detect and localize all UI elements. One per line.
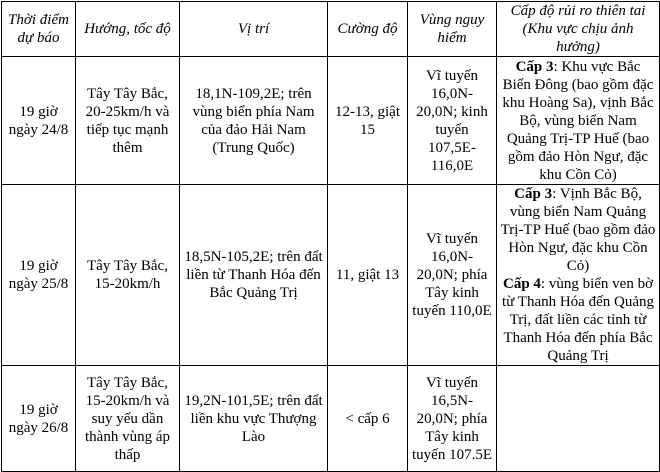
cell-intensity: 11, giật 13: [328, 185, 408, 366]
table-header-row: [2, 2, 660, 57]
risk-level-label: Cấp 4: [502, 276, 541, 292]
cell-intensity: < cấp 6: [328, 366, 408, 472]
header-danger-zone: Vùng nguy hiểm: [408, 2, 497, 57]
risk-level-label: Cấp 3: [514, 186, 553, 202]
cell-danger-zone: Vĩ tuyến 16,0N-20,0N; phía Tây kinh tuyến 110,0E: [408, 185, 497, 366]
risk-area-text: : Vịnh Bắc Bộ, vùng biển Nam Quảng Trị-TP Huế (bao gồm đảo Hòn Ngư, đặc khu Cồn Cỏ): [500, 186, 656, 274]
table-row: [2, 185, 660, 366]
cell-direction-speed: Tây Tây Bắc, 15-20km/h và suy yếu dần thành vùng áp thấp: [76, 366, 180, 472]
cell-position: 18,5N-105,2E; trên đất liền từ Thanh Hóa đến Bắc Quảng Trị: [180, 185, 328, 366]
table-row: [2, 366, 660, 472]
cell-danger-zone: Vĩ tuyến 16,5N-20,0N; phía Tây kinh tuyến 107.5E: [408, 366, 497, 472]
risk-area-text: : vùng biển ven bờ từ Thanh Hóa đến Quảng Trị, đất liền các tỉnh từ Thanh Hóa đến phía Bắc Quảng Trị: [502, 276, 654, 364]
cell-position: 19,2N-101,5E; trên đất liền khu vực Thượng Lào: [180, 366, 328, 472]
header-position: Vị trí: [180, 2, 328, 57]
cell-intensity: 12-13, giật 15: [328, 57, 408, 185]
header-intensity: Cường độ: [328, 2, 408, 57]
cell-direction-speed: Tây Tây Bắc, 20-25km/h và tiếp tục mạnh thêm: [76, 57, 180, 185]
risk-entry: [500, 275, 656, 365]
header-direction-speed: Hướng, tốc độ: [76, 2, 180, 57]
cell-direction-speed: Tây Tây Bắc, 15-20km/h: [76, 185, 180, 366]
table-row: [2, 57, 660, 185]
cell-forecast-time: 19 giờ ngày 26/8: [2, 366, 76, 472]
cell-risk-level: [497, 366, 660, 472]
risk-level-label: Cấp 3: [515, 58, 554, 75]
forecast-table: [1, 1, 660, 472]
header-risk-level: Cấp độ rủi ro thiên tai (Khu vực chịu ảnh hưởng): [497, 2, 660, 57]
cell-position: 18,1N-109,2E; trên vùng biển phía Nam của đảo Hải Nam (Trung Quốc): [180, 57, 328, 185]
cell-risk-level: [497, 57, 660, 185]
cell-risk-level: [497, 185, 660, 366]
cell-danger-zone: Vĩ tuyến 16,0N-20,0N; kinh tuyến 107,5E-116,0E: [408, 57, 497, 185]
risk-entry: [500, 58, 656, 184]
risk-area-text: : Khu vực Bắc Biển Đông (bao gồm đặc khu Hoàng Sa), vịnh Bắc Bộ, vùng biển Nam Quảng Trị-TP Huế (bao gồm đảo Hòn Ngư, đặc khu Cồn Cỏ): [502, 58, 654, 183]
risk-entry: [500, 185, 656, 275]
cell-forecast-time: 19 giờ ngày 24/8: [2, 57, 76, 185]
header-forecast-time: Thời điểm dự báo: [2, 2, 76, 57]
cell-forecast-time: 19 giờ ngày 25/8: [2, 185, 76, 366]
